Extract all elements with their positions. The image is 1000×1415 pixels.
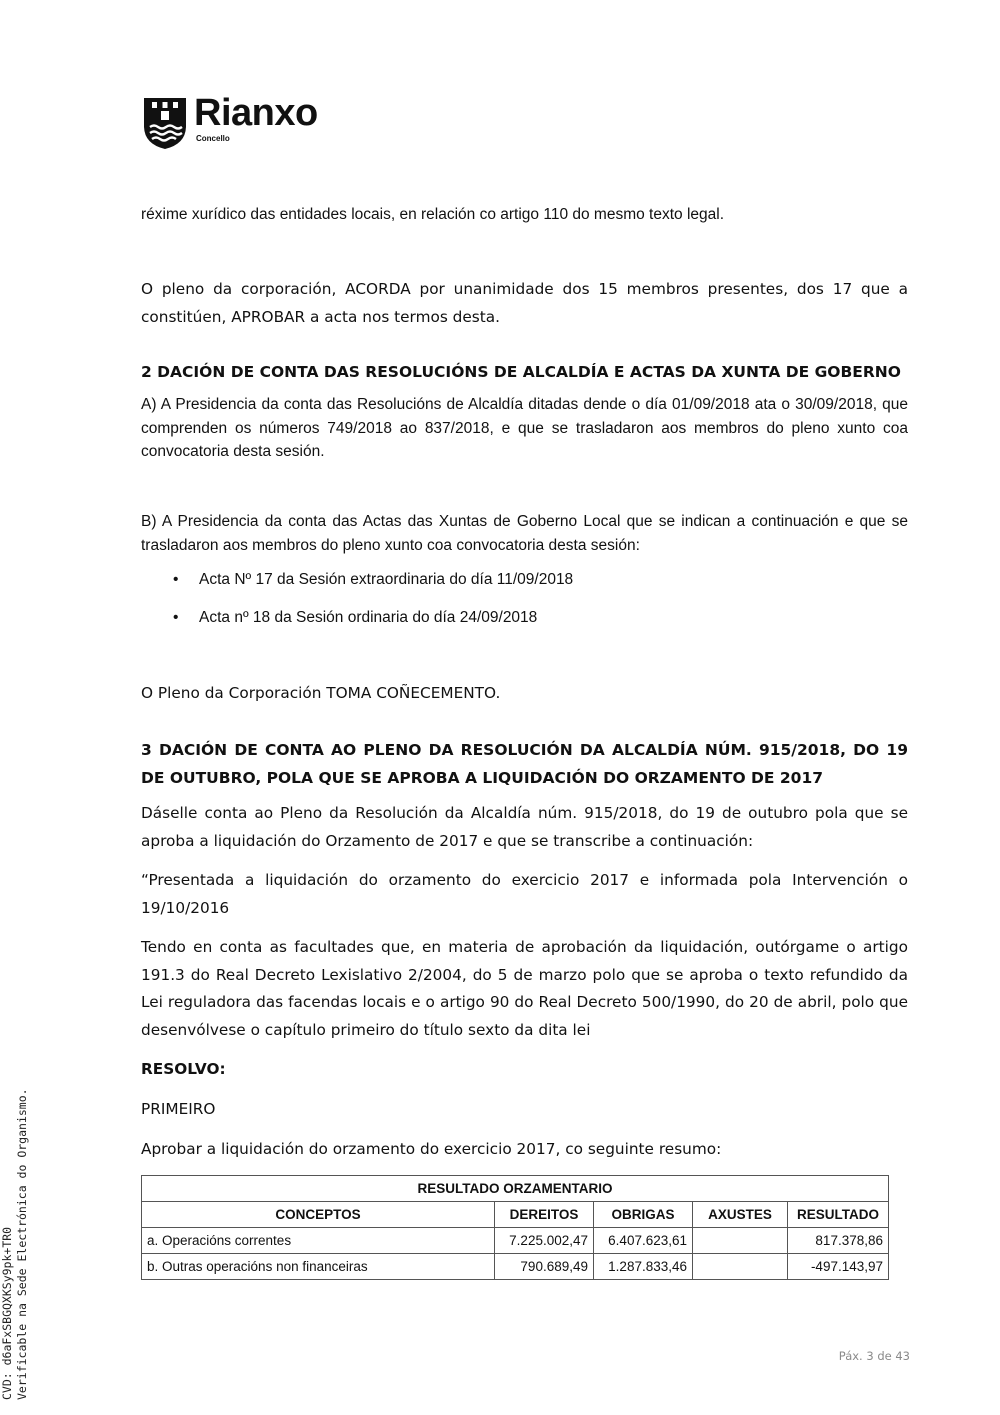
resultado-table [141,1175,889,1280]
table-cell [693,1254,788,1280]
table-cell: 817.378,86 [788,1228,889,1254]
table-cell: b. Outras operacións non financeiras [142,1254,495,1280]
rianxo-shield-icon [142,96,188,150]
bullet-icon: • [173,609,179,626]
paragraph-daselle: Dáselle conta ao Pleno da Resolución da Alcaldía núm. 915/2018, do 19 de outubro pola que se aproba a liquidación do Orzamento de 2017 e que se transcribe a continuación: [141,804,908,850]
verification-stamp [0,1088,30,1400]
logo-subtitle: Concello [196,134,230,143]
paragraph-actas: B) A Presidencia da conta das Actas das Xuntas de Goberno Local que se indican a continuación e que se trasladaron aos membros do pleno xunto coa convocatoria desta sesión: [141,513,908,554]
table-cell: -497.143,97 [788,1254,889,1280]
section-heading-2: 2 DACIÓN DE CONTA DAS RESOLUCIÓNS DE ALCALDÍA E ACTAS DA XUNTA DE GOBERNO [141,363,901,381]
table-cell: 790.689,49 [495,1254,594,1280]
column-header: RESULTADO [788,1202,889,1228]
verification-note: Verificable na Sede Electrónica do Organismo. [15,1088,29,1400]
section-heading-3: 3 DACIÓN DE CONTA AO PLENO DA RESOLUCIÓN DA ALCALDÍA NÚM. 915/2018, DO 19 DE OUTUBRO, POLA QUE SE APROBA A LIQUIDACIÓN DO ORZAMENTO DE 2017 [141,741,908,787]
paragraph-acorda: O pleno da corporación, ACORDA por unanimidade dos 15 membros presentes, dos 17 que a constitúen, APROBAR a acta nos termos desta. [141,280,908,326]
paragraph-resolvo: RESOLVO: [141,1060,226,1078]
paragraph-toma: O Pleno da Corporación TOMA COÑECEMENTO. [141,684,501,702]
paragraph-tendo: Tendo en conta as facultades que, en materia de aprobación da liquidación, outórgame o artigo 191.3 do Real Decreto Lexislativo 2/2004, do 5 de marzo polo que se aproba o texto refundido da Lei reguladora das facendas locais e o artigo 90 do Real Decreto 500/1990, do 20 de abril, polo que desenvólvese o capítulo primeiro do título sexto da dita lei [141,938,908,1039]
verification-code: CVD: d6aFxSBGQXKSy9pk+TR0 [0,1226,14,1400]
column-header: CONCEPTOS [142,1202,495,1228]
table-row [142,1254,889,1280]
table-row [142,1228,889,1254]
actas-list [141,568,901,644]
table-cell: 7.225.002,47 [495,1228,594,1254]
table-title: RESULTADO ORZAMENTARIO [142,1176,889,1202]
logo [142,92,352,152]
column-header: DEREITOS [495,1202,594,1228]
table-cell: a. Operacións correntes [142,1228,495,1254]
page-number: Páx. 3 de 43 [838,1349,910,1363]
paragraph-primeiro: PRIMEIRO [141,1100,216,1118]
column-header: OBRIGAS [594,1202,693,1228]
bullet-icon: • [173,571,179,588]
paragraph-presentada: “Presentada a liquidación do orzamento do exercicio 2017 e informada pola Intervención o 19/10/2016 [141,871,908,917]
table-cell: 6.407.623,61 [594,1228,693,1254]
table-header-row [142,1202,889,1228]
column-header: AXUSTES [693,1202,788,1228]
table-cell: 1.287.833,46 [594,1254,693,1280]
table-cell [693,1228,788,1254]
paragraph-resolucions: A) A Presidencia da conta das Resolucións de Alcaldía ditadas dende o día 01/09/2018 ata o 30/09/2018, que comprenden os números 749/2018 ao 837/2018, e que se trasladaron aos membros do pleno xunto coa convocatoria desta sesión. [141,396,908,460]
list-item: • Acta nº 18 da Sesión ordinaria do día 24/09/2018 [141,606,901,644]
logo-name: Rianxo [194,92,318,134]
paragraph-regime: réxime xurídico das entidades locais, en relación co artigo 110 do mesmo texto legal. [141,206,724,223]
list-item: • Acta Nº 17 da Sesión extraordinaria do día 11/09/2018 [141,568,901,606]
paragraph-aprobar: Aprobar a liquidación do orzamento do exercicio 2017, co seguinte resumo: [141,1140,722,1158]
